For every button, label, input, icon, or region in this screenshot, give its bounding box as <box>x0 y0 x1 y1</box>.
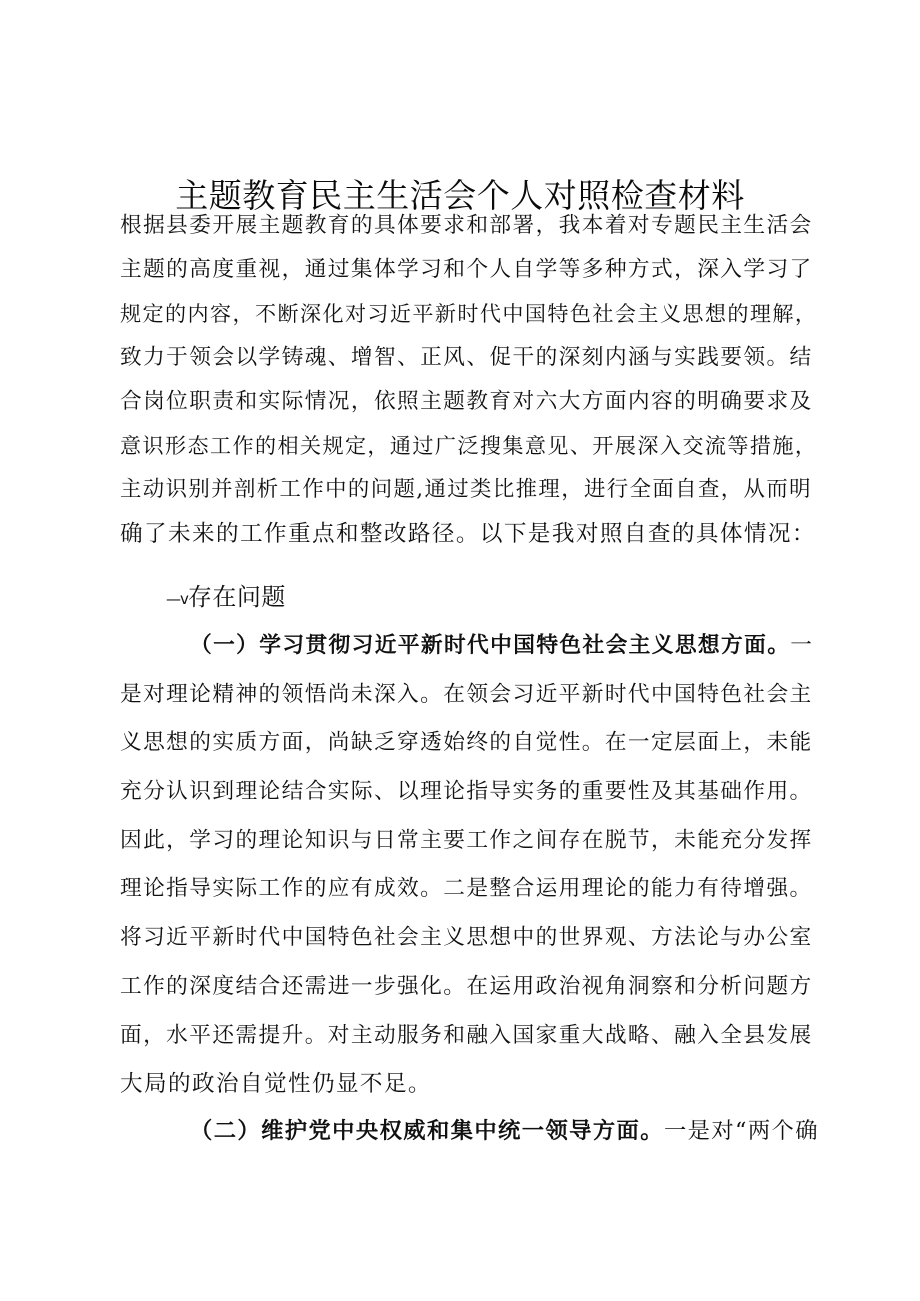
paragraph-line: 主动识别并剖析工作中的问题,通过类比推理，进行全面自查，从而明 <box>120 477 812 502</box>
part-two-first-line-tail: 一是对“两个确 <box>663 1118 819 1144</box>
section-heading <box>166 580 286 614</box>
part-two-paragraph <box>120 1107 820 1155</box>
paragraph-line: 主题的高度重视，通过集体学习和个人自学等多种方式，深入学习了 <box>120 257 813 282</box>
part-one-heading: （一）学习贯彻习近平新时代中国特色社会主义思想方面。 <box>190 633 791 658</box>
paragraph-line: 将习近平新时代中国特色社会主义思想中的世界观、方法论与办公室 <box>120 925 813 951</box>
paragraph-line: 是对理论精神的领悟尚未深入。在领会习近平新时代中国特色社会主 <box>120 681 813 707</box>
section-marker: —v <box>166 590 188 608</box>
paragraph-line: 工作的深度结合还需进一步强化。在运用政治视角洞察和分析问题方 <box>120 973 813 999</box>
part-one-first-line <box>120 622 820 671</box>
intro-paragraph <box>120 204 820 556</box>
document-title: 主题教育民主生活会个人对照检查材料 <box>175 176 745 215</box>
paragraph-line: 合岗位职责和实际情况，依照主题教育对六大方面内容的明确要求及 <box>120 389 813 414</box>
paragraph-line: 确了未来的工作重点和整改路径。以下是我对照自查的具体情况： <box>120 521 816 547</box>
paragraph-line: 根据县委开展主题教育的具体要求和部署，我本着对专题民主生活会 <box>120 213 813 238</box>
paragraph-line: 充分认识到理论结合实际、以理论指导实务的重要性及其基础作用。 <box>120 779 813 805</box>
paragraph-line: 大局的政治自觉性仍显不足。 <box>120 1071 432 1098</box>
paragraph-line: 致力于领会以学铸魂、增智、正风、促干的深刻内涵与实践要领。结 <box>120 345 813 370</box>
paragraph-line: 因此，学习的理论知识与日常主要工作之间存在脱节，未能充分发挥 <box>120 827 813 853</box>
part-one-paragraph <box>120 622 820 1109</box>
paragraph-line: 面，水平还需提升。对主动服务和融入国家重大战略、融入全县发展 <box>120 1022 813 1048</box>
part-one-first-line-tail: 一 <box>790 633 814 658</box>
section-heading-text: 存在问题 <box>187 583 286 611</box>
part-two-heading: （二）维护党中央权威和集中统一领导方面。 <box>190 1118 664 1144</box>
paragraph-line: 理论指导实际工作的应有成效。二是整合运用理论的能力有待增强。 <box>120 876 813 902</box>
part-two-first-line <box>120 1107 820 1155</box>
paragraph-line: 意识形态工作的相关规定，通过广泛搜集意见、开展深入交流等措施， <box>120 433 818 458</box>
paragraph-line: 规定的内容，不断深化对习近平新时代中国特色社会主义思想的理解， <box>120 301 818 326</box>
paragraph-line: 义思想的实质方面，尚缺乏穿透始终的自觉性。在一定层面上，未能 <box>120 730 813 756</box>
